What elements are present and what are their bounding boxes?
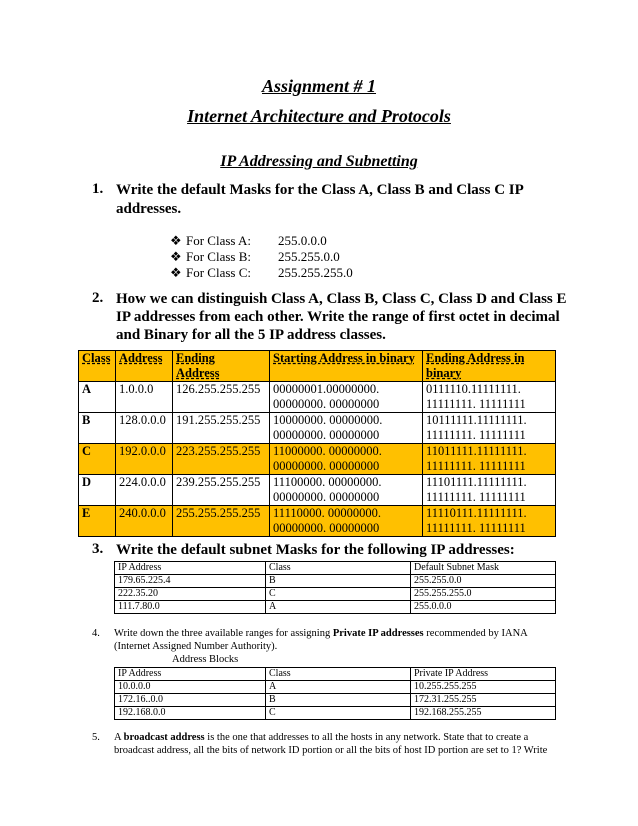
q3-number: 3. (92, 541, 104, 557)
address-blocks-caption: Address Blocks (172, 654, 239, 665)
table-row: 179.65.225.4 B 255.255.0.0 (115, 575, 556, 588)
list-item: ❖ For Class B: 255.255.0.0 (170, 249, 340, 264)
q2-line-2: IP addresses from each other. Write the range of first octet in decimal (116, 309, 560, 325)
q2-line-1: How we can distinguish Class A, Class B, Class C, Class D and Class E (116, 291, 567, 307)
table-row: 111.7.80.0 A 255.0.0.0 (115, 601, 556, 614)
ip-class-table (78, 350, 556, 537)
diamond-bullet-icon: ❖ (170, 249, 182, 264)
q2-number: 2. (92, 290, 104, 306)
q1-bullet-list (170, 233, 353, 281)
header-starting-binary: Starting Address in binary (270, 351, 423, 382)
table-row: E 240.0.0.0 255.255.255.255 11110000. 00000000. 00000000. 00000000 11110111.11111111. 11111111. 11111111 (79, 506, 556, 537)
table-header-row: IP Address Class Default Subnet Mask (115, 562, 556, 575)
q3-text: Write the default subnet Masks for the following IP addresses: (116, 542, 515, 558)
q4-line-1: Write down the three available ranges for assigning Private IP addresses recommended by IANA (114, 628, 528, 639)
q2-line-3: and Binary for all the 5 IP address classes. (116, 327, 386, 343)
header-address: Address (116, 351, 173, 382)
table-header-row: IP Address Class Private IP Address (115, 668, 556, 681)
table-header-row (79, 351, 556, 382)
course-title: Internet Architecture and Protocols (187, 106, 451, 126)
table-row: A 1.0.0.0 126.255.255.255 00000001.00000000. 00000000. 00000000 0111110.11111111. 11111111. 11111111 (79, 382, 556, 413)
table-row: 192.168.0.0 C 192.168.255.255 (115, 707, 556, 720)
q5-number: 5. (92, 732, 100, 743)
table-row: D 224.0.0.0 239.255.255.255 11100000. 00000000. 00000000. 00000000 11101111.11111111. 11111111. 11111111 (79, 475, 556, 506)
header-class: Class (79, 351, 116, 382)
q4-number: 4. (92, 628, 100, 639)
table-row: 172.16..0.0 B 172.31.255.255 (115, 694, 556, 707)
table-row: 222.35.20 C 255.255.255.0 (115, 588, 556, 601)
diamond-bullet-icon: ❖ (170, 265, 182, 280)
header-ending-address: Ending Address (173, 351, 270, 382)
subnet-mask-table (114, 561, 556, 614)
table-row: B 128.0.0.0 191.255.255.255 10000000. 00000000. 00000000. 00000000 10111111.11111111. 11111111. 11111111 (79, 413, 556, 444)
q5-line-1: A broadcast address is the one that addresses to all the hosts in any network. State that to create a (114, 732, 529, 743)
list-item: ❖ For Class C: 255.255.255.0 (170, 265, 353, 280)
assignment-title: Assignment # 1 (261, 76, 377, 96)
diamond-bullet-icon: ❖ (170, 233, 182, 248)
section-title: IP Addressing and Subnetting (220, 153, 418, 170)
q1-number: 1. (92, 181, 104, 197)
q4-line-2: (Internet Assigned Number Authority). (114, 641, 278, 652)
table-row: C 192.0.0.0 223.255.255.255 11000000. 00000000. 00000000. 00000000 11011111.11111111. 11111111. 11111111 (79, 444, 556, 475)
q1-line-2: addresses. (116, 201, 182, 217)
private-ip-table (114, 667, 556, 720)
q1-line-1: Write the default Masks for the Class A, Class B and Class C IP (116, 182, 524, 198)
table-row: 10.0.0.0 A 10.255.255.255 (115, 681, 556, 694)
list-item: ❖ For Class A: 255.0.0.0 (170, 233, 327, 248)
header-ending-binary: Ending Address in binary (423, 351, 556, 382)
q5-line-2: broadcast address, all the bits of network ID portion or all the bits of host ID portion are set to 1? Write (114, 745, 548, 756)
